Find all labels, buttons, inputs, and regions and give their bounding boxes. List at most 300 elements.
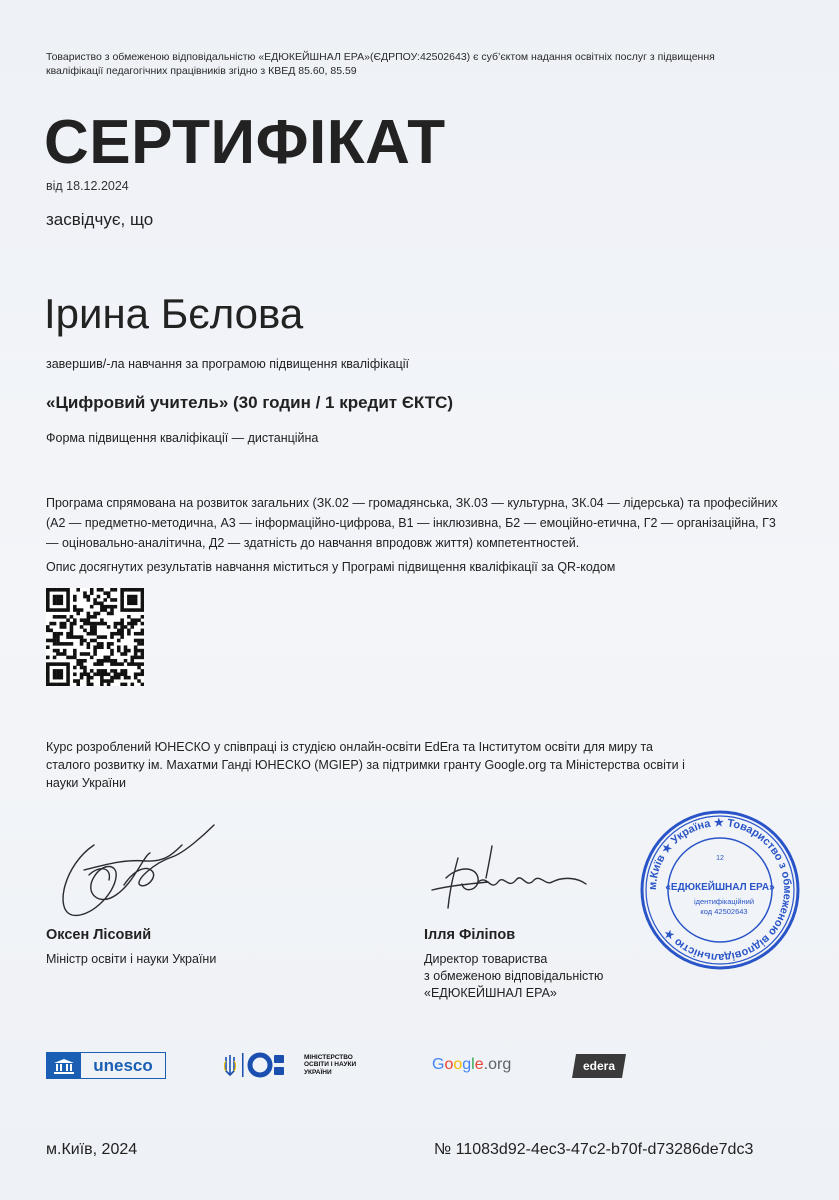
signatory-2-role-line: Директор товариства (424, 952, 548, 966)
qr-module (90, 605, 94, 609)
stamp-center-text: «ЕДЮКЕЙШНАЛ ЕРА» (665, 882, 775, 893)
qr-module (134, 662, 138, 666)
qr-module (100, 662, 104, 666)
qr-module (97, 588, 101, 592)
qr-module (127, 602, 131, 606)
qr-module (127, 608, 131, 612)
qr-module (114, 662, 118, 666)
qr-module (114, 625, 118, 629)
qr-module (46, 608, 50, 612)
qr-module (117, 672, 121, 676)
qr-module (53, 672, 57, 676)
qr-module (83, 652, 87, 656)
qr-module (56, 602, 60, 606)
qr-module (53, 622, 57, 626)
qr-module (137, 642, 141, 646)
qr-module (124, 672, 128, 676)
qr-module (127, 595, 131, 599)
certificate-title: СЕРТИФІКАТ (44, 108, 446, 177)
qr-module (127, 649, 131, 653)
qr-module (120, 672, 124, 676)
qr-module (53, 635, 57, 639)
qr-module (53, 595, 57, 599)
stamp-number: 12 (716, 855, 724, 862)
qr-code[interactable] (46, 588, 144, 686)
qr-module (46, 629, 50, 633)
qr-module (73, 652, 77, 656)
qr-module (83, 622, 87, 626)
qr-module (100, 645, 104, 649)
qr-module (73, 672, 77, 676)
qr-module (46, 598, 50, 602)
qr-module (60, 642, 64, 646)
qr-module (87, 612, 91, 616)
qr-module (120, 591, 124, 595)
qr-module (97, 642, 101, 646)
ministry-line: УКРАЇНИ (304, 1068, 332, 1076)
qr-module (127, 588, 131, 592)
qr-module (73, 666, 77, 670)
qr-module (107, 595, 111, 599)
qr-module (137, 618, 141, 622)
qr-module (83, 669, 87, 673)
qr-module (107, 683, 111, 686)
qr-module (66, 595, 70, 599)
qr-module (100, 588, 104, 592)
qr-module (83, 639, 87, 643)
qr-module (117, 639, 121, 643)
qr-module (97, 662, 101, 666)
qr-module (141, 669, 144, 673)
signature-lisovyi (54, 815, 224, 925)
qr-module (60, 669, 64, 673)
google-org-logo (432, 1056, 511, 1074)
qr-module (137, 672, 141, 676)
qr-module (46, 645, 50, 649)
qr-module (127, 615, 131, 619)
qr-module (100, 672, 104, 676)
qr-module (134, 652, 138, 656)
qr-module (46, 679, 50, 683)
qr-module (114, 676, 118, 680)
qr-module (130, 588, 134, 592)
qr-module (73, 608, 77, 612)
edera-wordmark: edera (582, 1059, 616, 1073)
qr-module (120, 625, 124, 629)
qr-module (83, 618, 87, 622)
qr-module (90, 625, 94, 629)
qr-module (73, 598, 77, 602)
qr-module (63, 622, 67, 626)
qr-module (130, 595, 134, 599)
qr-module (93, 615, 97, 619)
qr-module (76, 608, 80, 612)
qr-module (76, 635, 80, 639)
qr-module (137, 639, 141, 643)
qr-module (124, 683, 128, 686)
qr-module (97, 635, 101, 639)
qr-module (56, 588, 60, 592)
qr-module (114, 605, 118, 609)
qr-module (130, 602, 134, 606)
qr-module (90, 622, 94, 626)
qr-module (66, 608, 70, 612)
official-stamp (636, 806, 804, 974)
qr-module (120, 622, 124, 626)
qr-module (107, 642, 111, 646)
qr-module (127, 676, 131, 680)
qr-module (46, 595, 50, 599)
qr-module (124, 625, 128, 629)
qr-module (63, 608, 67, 612)
qr-module (141, 652, 144, 656)
qr-module (110, 608, 114, 612)
qr-module (120, 618, 124, 622)
google-letter: l (471, 1056, 475, 1073)
google-letter: e (474, 1056, 484, 1073)
qr-module (97, 622, 101, 626)
qr-module (53, 676, 57, 680)
qr-module (124, 649, 128, 653)
qr-module (80, 662, 84, 666)
qr-module (110, 642, 114, 646)
qr-module (100, 635, 104, 639)
qr-module (97, 672, 101, 676)
qr-module (73, 656, 77, 660)
qr-module (56, 608, 60, 612)
qr-module (103, 622, 107, 626)
qr-module (93, 662, 97, 666)
qr-module (49, 629, 53, 633)
qr-module (93, 632, 97, 636)
qr-module (80, 618, 84, 622)
qr-module (87, 642, 91, 646)
qr-module (56, 662, 60, 666)
qr-module (100, 602, 104, 606)
qr-module (110, 632, 114, 636)
qr-module (46, 602, 50, 606)
qr-module (107, 625, 111, 629)
google-letter: o (444, 1056, 454, 1073)
qr-module (66, 598, 70, 602)
qr-module (120, 683, 124, 686)
qr-module (53, 669, 57, 673)
qr-module (70, 642, 74, 646)
qr-module (90, 615, 94, 619)
qr-module (134, 588, 138, 592)
qr-module (83, 672, 87, 676)
qr-module (80, 672, 84, 676)
qr-module (60, 608, 64, 612)
qr-module (110, 605, 114, 609)
qr-module (53, 588, 57, 592)
qr-module (120, 588, 124, 592)
google-suffix: .org (483, 1056, 512, 1073)
qr-module (103, 635, 107, 639)
qr-module (120, 629, 124, 633)
qr-module (53, 639, 57, 643)
qr-module (120, 595, 124, 599)
qr-module (66, 666, 70, 670)
qr-module (49, 588, 53, 592)
qr-module (124, 652, 128, 656)
qr-module (107, 679, 111, 683)
qr-module (56, 595, 60, 599)
signatory-1-name: Оксен Лісовий (46, 927, 152, 943)
qr-module (103, 608, 107, 612)
qr-module (63, 649, 67, 653)
qr-module (66, 683, 70, 686)
qr-module (87, 595, 91, 599)
qr-module (134, 645, 138, 649)
qr-module (60, 632, 64, 636)
qr-module (137, 588, 141, 592)
qr-module (134, 598, 138, 602)
qr-module (117, 676, 121, 680)
qr-module (56, 676, 60, 680)
qr-module (110, 669, 114, 673)
qr-module (120, 669, 124, 673)
qr-module (46, 666, 50, 670)
qr-module (53, 632, 57, 636)
qr-module (46, 683, 50, 686)
qr-module (46, 605, 50, 609)
qr-module (87, 618, 91, 622)
signatory-2-role-line: з обмеженою відповідальністю (424, 969, 604, 983)
qr-module (141, 595, 144, 599)
qr-module (124, 645, 128, 649)
qr-module (70, 622, 74, 626)
qr-module (100, 669, 104, 673)
qr-module (107, 605, 111, 609)
qr-module (66, 669, 70, 673)
qr-module (110, 679, 114, 683)
qr-module (100, 659, 104, 663)
qr-module (46, 591, 50, 595)
qr-module (60, 676, 64, 680)
qr-module (141, 622, 144, 626)
qr-module (120, 652, 124, 656)
qr-module (127, 662, 131, 666)
qr-module (46, 676, 50, 680)
qr-module (134, 595, 138, 599)
qr-module (100, 618, 104, 622)
qr-module (141, 591, 144, 595)
qr-module (134, 639, 138, 643)
qr-module (66, 602, 70, 606)
qr-module (130, 622, 134, 626)
recipient-name: Ірина Бєлова (44, 290, 304, 337)
signatory-1-role: Міністр освіти і науки України (46, 952, 217, 966)
qr-module (53, 602, 57, 606)
qr-module (134, 608, 138, 612)
qr-module (90, 639, 94, 643)
qr-module (124, 659, 128, 663)
qr-module (66, 672, 70, 676)
qr-module (53, 649, 57, 653)
qr-module (117, 649, 121, 653)
qr-module (90, 588, 94, 592)
qr-module (130, 608, 134, 612)
qr-module (90, 676, 94, 680)
qr-module (80, 635, 84, 639)
qr-module (127, 598, 131, 602)
qr-module (93, 672, 97, 676)
program-title: «Цифровий учитель» (30 годин / 1 кредит ЄКТС) (46, 393, 454, 412)
qr-module (66, 635, 70, 639)
city-year: м.Київ, 2024 (46, 1141, 138, 1158)
qr-module (103, 605, 107, 609)
qr-module (46, 656, 50, 660)
qr-module (80, 676, 84, 680)
qr-module (93, 645, 97, 649)
qr-module (53, 662, 57, 666)
qr-module (70, 635, 74, 639)
qr-module (76, 679, 80, 683)
qr-module (70, 615, 74, 619)
certificate-number: № 11083d92-4ec3-47c2-b70f-d73286de7dc3 (434, 1141, 754, 1158)
stamp-code-label: ідентифікаційний (693, 897, 755, 906)
signatory-2-role (424, 951, 684, 1002)
qr-module (87, 679, 91, 683)
qr-module (137, 649, 141, 653)
qr-module (46, 669, 50, 673)
qr-module (114, 632, 118, 636)
qr-module (93, 622, 97, 626)
qr-module (141, 649, 144, 653)
qr-module (63, 588, 67, 592)
qr-module (130, 683, 134, 686)
qr-module (60, 662, 64, 666)
qr-module (90, 656, 94, 660)
qr-module (134, 656, 138, 660)
qr-module (127, 622, 131, 626)
qr-module (137, 632, 141, 636)
qr-module (114, 669, 118, 673)
course-info: Курс розроблений ЮНЕСКО у співпраці із студією онлайн-освіти EdEra та Інститутом освіти для миру та сталого розвитку ім. Махатми Ганді ЮНЕСКО (MGIEP) за підтримки гранту Google.org та Міністерства освіти і науки України (46, 740, 685, 790)
qr-module (134, 632, 138, 636)
qr-module (46, 672, 50, 676)
qr-module (100, 679, 104, 683)
qr-module (141, 639, 144, 643)
qr-module (110, 649, 114, 653)
qr-module (93, 639, 97, 643)
qr-module (141, 602, 144, 606)
qr-module (73, 605, 77, 609)
qr-module (49, 622, 53, 626)
qr-module (73, 635, 77, 639)
competencies-text: Програма спрямована на розвиток загальних (ЗК.02 — громадянська, ЗК.03 — культурна, ЗК.04 — лідерська) та професійних (А2 — предметно-методична, А3 — інформаційно-цифрова, В1 — інклюзивна, Б2 — емоційно-етична, Г2 — організаційна, Г3 — оціновально-аналітична, Д2 — здатність до навчання впродовж життя) компетентностей. (46, 496, 778, 550)
qr-module (93, 625, 97, 629)
qr-module (56, 649, 60, 653)
qr-module (110, 676, 114, 680)
qr-module (137, 662, 141, 666)
qr-module (130, 625, 134, 629)
qr-module (117, 632, 121, 636)
qr-module (56, 672, 60, 676)
qr-module (103, 656, 107, 660)
qr-module (56, 632, 60, 636)
qr-module (56, 635, 60, 639)
qr-module (49, 683, 53, 686)
google-letter: g (462, 1056, 472, 1073)
qr-module (130, 659, 134, 663)
qr-module (103, 672, 107, 676)
qr-module (110, 635, 114, 639)
qr-module (53, 598, 57, 602)
qr-module (90, 591, 94, 595)
qr-module (87, 652, 91, 656)
qr-module (141, 608, 144, 612)
qr-module (141, 615, 144, 619)
qr-module (70, 656, 74, 660)
qr-module (80, 625, 84, 629)
qr-module (124, 669, 128, 673)
qr-module (56, 598, 60, 602)
qr-module (46, 625, 50, 629)
qr-module (83, 666, 87, 670)
qr-module (134, 672, 138, 676)
issue-date: від 18.12.2024 (46, 179, 129, 193)
qr-module (124, 676, 128, 680)
qr-module (107, 612, 111, 616)
qr-module (70, 625, 74, 629)
qr-module (110, 598, 114, 602)
qr-module (80, 642, 84, 646)
qr-module (56, 669, 60, 673)
qr-module (114, 622, 118, 626)
qr-module (103, 591, 107, 595)
qr-module (87, 615, 91, 619)
qr-module (76, 612, 80, 616)
stamp-ring-text: м.Київ ★ Україна ★ Товариство з обмеженою відповідальністю ★ (646, 816, 794, 964)
qr-module (66, 662, 70, 666)
qr-module (73, 679, 77, 683)
qr-module (100, 622, 104, 626)
qr-module (87, 598, 91, 602)
qr-caption: Опис досягнутих результатів навчання міститься у Програмі підвищення кваліфікації за QR-кодом (46, 560, 616, 574)
unesco-temple-icon (47, 1053, 81, 1078)
ministry-logo-text (304, 1054, 356, 1077)
qr-module (76, 659, 80, 663)
qr-module (114, 588, 118, 592)
qr-module (134, 622, 138, 626)
qr-module (120, 602, 124, 606)
qr-module (60, 615, 64, 619)
qr-module (110, 662, 114, 666)
qr-module (80, 608, 84, 612)
training-form: Форма підвищення кваліфікації — дистанційна (46, 431, 319, 445)
qr-module (60, 595, 64, 599)
qr-module (80, 659, 84, 663)
google-letter: o (453, 1056, 463, 1073)
qr-module (114, 672, 118, 676)
qr-module (127, 629, 131, 633)
qr-module (93, 602, 97, 606)
qr-module (130, 662, 134, 666)
qr-module (141, 672, 144, 676)
qr-module (127, 632, 131, 636)
qr-module (134, 649, 138, 653)
stamp-code: код 42502643 (700, 907, 748, 916)
qr-module (87, 632, 91, 636)
qr-module (83, 595, 87, 599)
qr-module (137, 679, 141, 683)
qr-module (60, 683, 64, 686)
qr-module (97, 612, 101, 616)
qr-module (103, 679, 107, 683)
signatory-2-name: Ілля Філіпов (424, 927, 516, 943)
